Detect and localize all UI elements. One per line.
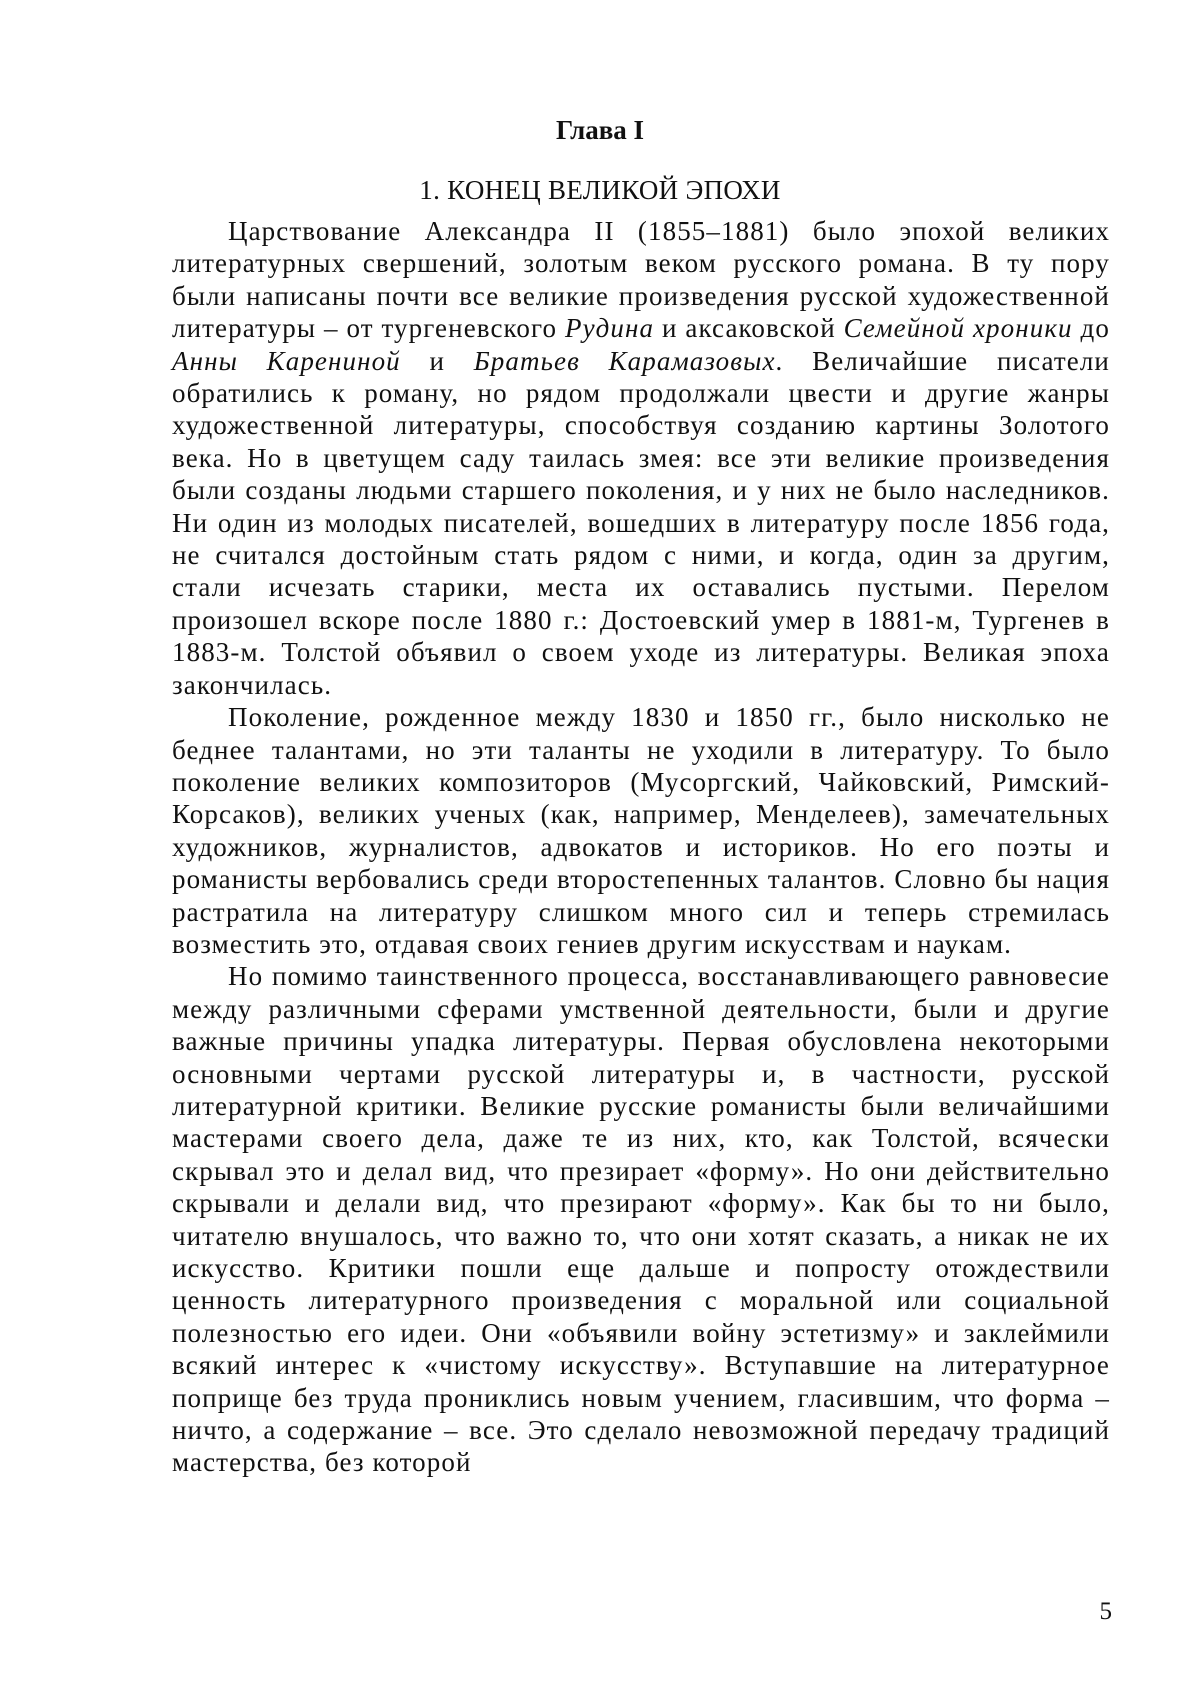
paragraph-1-text-a: Царствование Александра II (1855–1881) было эпохой великих литературных свершений, золотым веком русского романа. В ту пору были написаны почти все великие произведения русской художественной литературы – от тургеневского (172, 216, 1110, 344)
paragraph-3: Но помимо таинственного процесса, восстанавливающего равновесие между различными сферами умственной деятельности, были и другие важные причины упадка литературы. Первая обусловлена некоторыми основными чертами русской литературы и, в частности, русской литературной критики. Великие русские романисты были величайшими мастерами своего дела, даже те из них, кто, как Толстой, всячески скрывал это и делал вид, что презирает «форму». Но они действительно скрывали и делали вид, что презирают «форму». Как бы то ни было, читателю внушалось, что важно то, что они хотят сказать, а никак не их искусство. Критики пошли еще дальше и попросту отождествили ценность литературного произведения с моральной или социальной полезностью его идеи. Они «объявили войну эстетизму» и заклеймили всякий интерес к «чистому искусству». Вступавшие на литературное поприще без труда прониклись новым учением, гласившим, что форма – ничто, а содержание – все. Это сделало невозможной передачу традиций мастерства, без которой (172, 961, 1110, 1478)
italic-title-family-chronicle: Семейной хроники (843, 313, 1073, 344)
italic-title-rudin: Рудина (565, 313, 655, 344)
paragraph-1-text-c: до (1072, 313, 1110, 344)
paragraph-1-text-d: и (400, 345, 474, 376)
page-number: 5 (1099, 1598, 1112, 1625)
body-text (172, 215, 1110, 1479)
italic-title-anna-karenina: Анны Карениной (172, 345, 401, 376)
paragraph-1 (172, 215, 1110, 701)
paragraph-1-text-e: . Величайшие писатели обратились к роману, но рядом продолжали цвести и другие жанры художественной литературы, способствуя созданию картины Золотого века. Но в цветущем саду таилась змея: все эти великие произведения были созданы людьми старшего поколения, и у них не было наследников. Ни один из молодых писателей, вошедших в литературу после 1856 года, не считался достойным стать рядом с ними, и когда, один за другим, стали исчезать старики, места их оставались пустыми. Перелом произошел вскоре после 1880 г.: Достоевский умер в 1881-м, Тургенев в 1883-м. Толстой объявил о своем уходе из литературы. Великая эпоха закончилась. (172, 345, 1110, 700)
paragraph-1-text-b: и аксаковской (654, 313, 844, 344)
chapter-title: Глава I (555, 115, 645, 145)
section-title: 1. КОНЕЦ ВЕЛИКОЙ ЭПОХИ (419, 175, 781, 205)
italic-title-brothers-karamazov: Братьев Карамазовых (473, 345, 776, 376)
paragraph-2: Поколение, рожденное между 1830 и 1850 гг., было нисколько не беднее талантами, но эти таланты не уходили в литературу. То было поколение великих композиторов (Мусоргский, Чайковский, Римский-Корсаков), великих ученых (как, например, Менделеев), замечательных художников, журналистов, адвокатов и историков. Но его поэты и романисты вербовались среди второстепенных талантов. Словно бы нация растратила на литературу слишком много сил и теперь стремилась возместить это, отдавая своих гениев другим искусствам и наукам. (172, 702, 1110, 959)
